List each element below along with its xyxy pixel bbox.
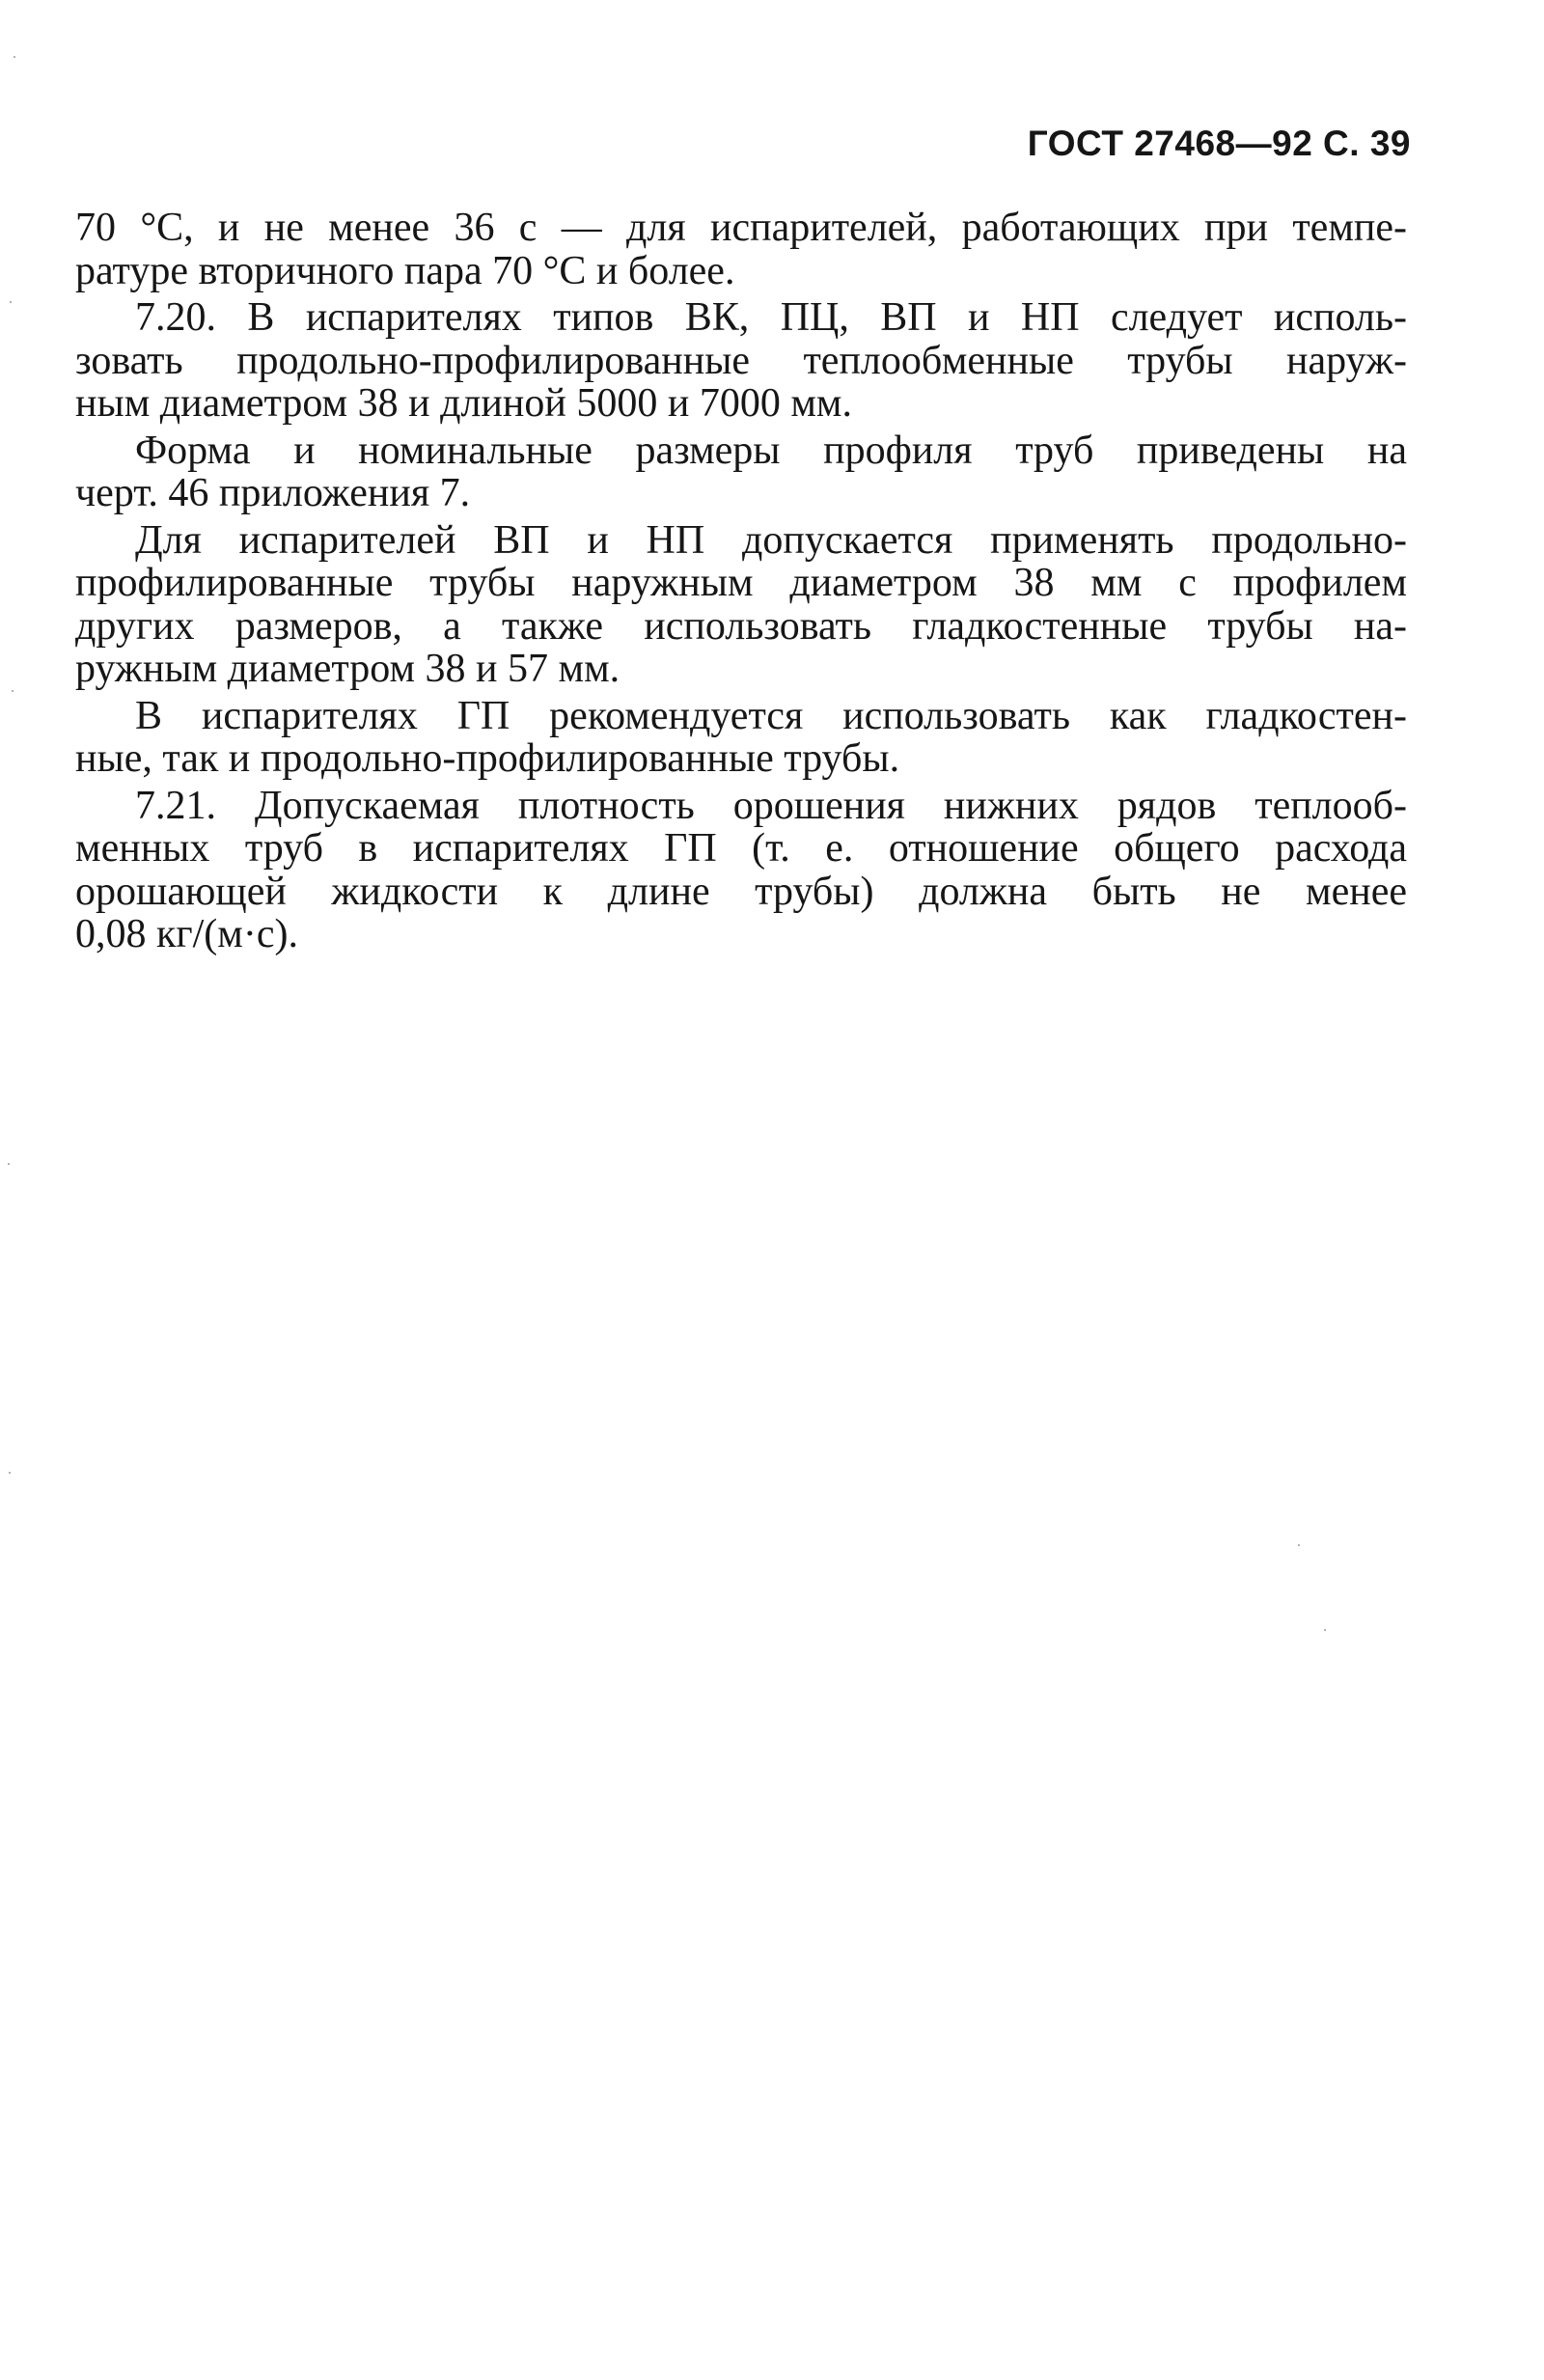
text-line: ратуре вторичного пара 70 °С и более.	[75, 248, 735, 293]
scan-speck	[1298, 1544, 1300, 1546]
text-line: ные, так и продольно-профилированные трубы.	[75, 736, 900, 781]
text-line: 70 °С, и не менее 36 с — для испарителей, работающих при темпе-	[75, 206, 1407, 250]
scan-speck	[12, 690, 14, 692]
paragraph-vp-np	[75, 519, 1407, 691]
scan-speck	[1324, 1629, 1326, 1631]
text-line: других размеров, а также использовать гладкостенные трубы на-	[75, 603, 1407, 649]
text-line: Для испарителей ВП и НП допускается применять продольно-	[135, 517, 1407, 563]
paragraph-7-21	[75, 785, 1407, 956]
text-line: В испарителях ГП рекомендуется использовать как гладкостен-	[135, 693, 1407, 738]
text-line: орошающей жидкости к длине трубы) должна быть не менее	[75, 869, 1407, 914]
text-line: ружным диаметром 38 и 57 мм.	[75, 647, 620, 691]
text-line: 7.21. Допускаемая плотность орошения нижних рядов теплооб-	[135, 783, 1407, 828]
scan-speck	[8, 1163, 10, 1165]
text-line: профилированные трубы наружным диаметром 38 мм с профилем	[75, 561, 1407, 605]
text-line: 7.20. В испарителях типов ВК, ПЦ, ВП и НП следует исполь-	[135, 295, 1407, 340]
scan-speck	[9, 1472, 11, 1474]
text-line: зовать продольно-профилированные теплообменные трубы наруж-	[75, 338, 1407, 383]
text-line: ным диаметром 38 и длиной 5000 и 7000 мм.	[75, 381, 852, 426]
body-text	[75, 207, 1407, 956]
scan-speck	[10, 301, 12, 303]
paragraph-continuation	[75, 207, 1407, 292]
text-line: менных труб в испарителях ГП (т. е. отношение общего расхода	[75, 826, 1407, 871]
paragraph-profile-form	[75, 429, 1407, 515]
text-line: Форма и номинальные размеры профиля труб приведены на	[135, 428, 1407, 473]
text-line: 0,08 кг/(м·с).	[75, 912, 298, 956]
running-header: ГОСТ 27468—92 С. 39	[1027, 124, 1411, 163]
scan-speck	[14, 56, 15, 58]
paragraph-7-20	[75, 296, 1407, 426]
text-line: черт. 46 приложения 7.	[75, 471, 471, 515]
paragraph-gp	[75, 695, 1407, 781]
